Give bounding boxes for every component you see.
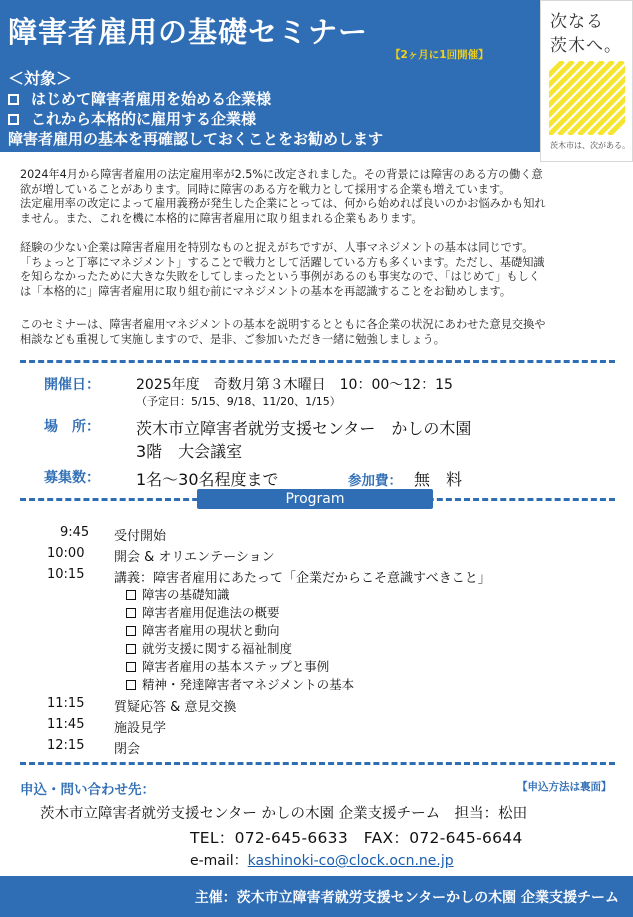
program-item: 開会 & オリエンテーション bbox=[114, 550, 275, 565]
intro-line: を知らなかったために大きな失敗をしてしまったという事例があるのも事実なので、「はじめて」もしく bbox=[20, 270, 540, 283]
program-time: 9:45 bbox=[60, 525, 90, 540]
intro-line: このセミナーは、障害者雇用マネジメントの基本を説明するとともに各企業の状況にあわせた意見交換や bbox=[20, 318, 546, 331]
intro-line: は「本格的に」障害者雇用に取り組む前にマネジメントの基本を再認識することをお勧めします。 bbox=[20, 284, 512, 298]
intro-line: 「ちょっと丁寧にマネジメント」することで戦力として活躍している方も多くいます。ただし、基礎知識 bbox=[20, 255, 545, 269]
place-line2: 3階 大会議室 bbox=[136, 442, 243, 461]
lecture-topic bbox=[126, 585, 230, 603]
lecture-topic bbox=[126, 675, 354, 693]
frequency-note: 【2ヶ月に1回開催】 bbox=[390, 49, 489, 61]
contact-phone-fax: TEL：072-645-6633 FAX：072-645-6644 bbox=[190, 829, 523, 847]
program-badge: Program bbox=[197, 489, 433, 509]
program-item: 質疑応答 & 意見交換 bbox=[114, 700, 237, 715]
checkbox-icon bbox=[126, 608, 136, 618]
fee-label: 参加費： bbox=[348, 473, 402, 489]
fee-value: 無 料 bbox=[414, 470, 463, 489]
contact-email-row bbox=[190, 850, 454, 870]
divider bbox=[20, 360, 615, 363]
page-title: 障害者雇用の基礎セミナー bbox=[8, 15, 369, 49]
capacity-value: 1名～30名程度まで bbox=[136, 470, 279, 489]
program-item: 施設見学 bbox=[114, 721, 167, 736]
capacity-label: 募集数： bbox=[44, 470, 100, 486]
lecture-topic bbox=[126, 657, 329, 675]
intro-line: 相談なども重視して実施しますので、是非、ご参加いただき一緒に勉強しましょう。 bbox=[20, 332, 445, 346]
recommend-text: 障害者雇用の基本を再確認しておくことをお勧めします bbox=[8, 130, 384, 148]
header-banner bbox=[0, 0, 633, 152]
footer-banner bbox=[0, 876, 633, 917]
contact-organization: 茨木市立障害者就労支援センター かしの木園 企業支援チーム 担当：松田 bbox=[40, 806, 528, 822]
checkbox-icon bbox=[8, 114, 19, 125]
program-time: 10:15 bbox=[47, 567, 85, 582]
email-label: e-mail： bbox=[190, 853, 248, 869]
contact-heading: 申込・問い合わせ先： bbox=[20, 782, 155, 798]
program-item: 講義：障害者雇用にあたって「企業だからこそ意識すべきこと」 bbox=[114, 571, 491, 586]
program-time: 10:00 bbox=[47, 546, 85, 561]
intro-paragraph-3 bbox=[20, 318, 615, 347]
checkbox-icon bbox=[126, 590, 136, 600]
intro-paragraph-2 bbox=[20, 241, 615, 299]
logo-tagline: 茨木市は、次がある。 bbox=[550, 141, 630, 150]
logo-text-line2: 茨木へ。 bbox=[550, 36, 622, 56]
program-time: 11:15 bbox=[47, 696, 85, 711]
intro-paragraph-1 bbox=[20, 168, 615, 226]
application-method-note: 【申込方法は裏面】 bbox=[517, 781, 612, 793]
program-item: 受付開始 bbox=[114, 529, 167, 544]
intro-line: 経験の少ない企業は障害者雇用を特別なものと捉えがちですが、人事マネジメントの基本は同じです。 bbox=[20, 241, 534, 254]
date-label: 開催日： bbox=[44, 377, 100, 393]
topic-label: 精神・発達障害者マネジメントの基本 bbox=[142, 677, 355, 692]
date-value: 2025年度 奇数月第３木曜日 10：00～12：15 bbox=[136, 377, 453, 393]
checkbox-icon bbox=[126, 644, 136, 654]
organizer-text: 主催：茨木市立障害者就労支援センターかしの木園 企業支援チーム bbox=[194, 890, 619, 906]
logo-text-line1: 次なる bbox=[550, 12, 604, 32]
lecture-topic bbox=[126, 603, 280, 621]
topic-label: 障害の基礎知識 bbox=[142, 587, 230, 602]
place-label: 場 所： bbox=[44, 419, 100, 435]
logo-stripes-icon bbox=[549, 61, 625, 135]
topic-label: 就労支援に関する福祉制度 bbox=[142, 641, 293, 656]
topic-label: 障害者雇用促進法の概要 bbox=[142, 605, 280, 620]
target-label: これから本格的に雇用する企業様 bbox=[31, 110, 257, 128]
target-heading: ＜対象＞ bbox=[8, 69, 73, 88]
email-link[interactable]: kashinoki-co@clock.ocn.ne.jp bbox=[247, 853, 454, 869]
lecture-topic bbox=[126, 639, 292, 657]
intro-line: ません。また、これを機に本格的に障害者雇用に取り組まれる企業もあります。 bbox=[20, 211, 423, 225]
target-item-first-time bbox=[8, 88, 271, 109]
program-time: 11:45 bbox=[47, 717, 85, 732]
city-logo bbox=[540, 0, 633, 162]
target-label: はじめて障害者雇用を始める企業様 bbox=[31, 90, 272, 108]
divider bbox=[20, 762, 615, 765]
program-time: 12:15 bbox=[47, 738, 85, 753]
lecture-topic bbox=[126, 621, 280, 639]
target-item-full-scale bbox=[8, 108, 256, 129]
checkbox-icon bbox=[126, 626, 136, 636]
date-note: （予定日：5/15、9/18、11/20、1/15） bbox=[136, 395, 341, 408]
place-line1: 茨木市立障害者就労支援センター かしの木園 bbox=[136, 419, 472, 438]
intro-line: 欲が増していることがあります。同時に障害のある方を戦力として採用する企業も増えています。 bbox=[20, 182, 511, 196]
topic-label: 障害者雇用の現状と動向 bbox=[142, 623, 280, 638]
intro-line: 2024年4月から障害者雇用の法定雇用率が2.5%に改定されました。その背景には障害のある方の働く意 bbox=[20, 168, 543, 181]
checkbox-icon bbox=[8, 94, 19, 105]
checkbox-icon bbox=[126, 680, 136, 690]
program-item: 閉会 bbox=[114, 742, 141, 757]
topic-label: 障害者雇用の基本ステップと事例 bbox=[142, 659, 330, 674]
checkbox-icon bbox=[126, 662, 136, 672]
intro-line: 法定雇用率の改定によって雇用義務が発生した企業にとっては、何から始めれば良いのかお悩みかも知れ bbox=[20, 197, 546, 210]
